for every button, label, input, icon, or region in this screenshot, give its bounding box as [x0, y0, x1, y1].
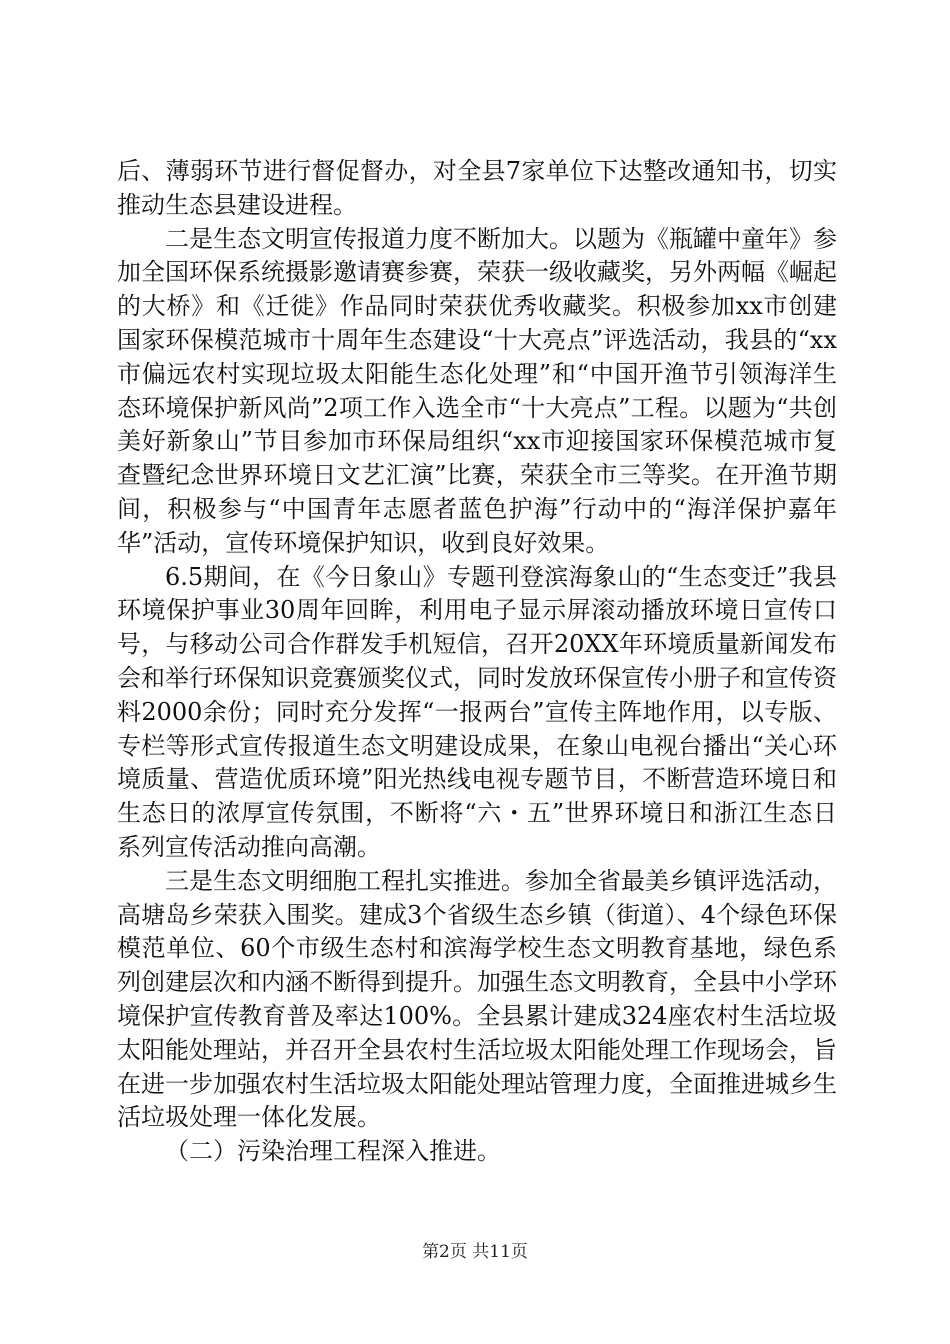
- section-heading-pollution: （二）污染治理工程深入推进。: [165, 1137, 501, 1166]
- paragraph-publicity: 二是生态文明宣传报道力度不断加大。以题为《瓶罐中童年》参加全国环保系统摄影邀请赛参赛，荣获一级收藏奖，另外两幅《崛起的大桥》和《迁徙》作品同时荣获优秀收藏奖。积极参加xx市创建国家环保模范城市十周年生态建设“十大亮点”评选活动，我县的“xx市偏远农村实现垃圾太阳能生态化处理”和“中国开渔节引领海洋生态环境保护新风尚”2项工作入选全市“十大亮点”工程。以题为“共创美好新象山”节目参加市环保局组织“xx市迎接国家环保模范城市复查暨纪念世界环境日文艺汇演”比赛，荣获全市三等奖。在开渔节期间，积极参与“中国青年志愿者蓝色护海”行动中的“海洋保护嘉年华”活动，宣传环境保护知识，收到良好效果。: [117, 224, 837, 557]
- page-number-footer: 第2页 共11页: [422, 1242, 528, 1262]
- document-body: [117, 155, 837, 1169]
- paragraph-continuation: 后、薄弱环节进行督促督办，对全县7家单位下达整改通知书，切实推动生态县建设进程。: [117, 157, 837, 219]
- paragraph-environment-day: 6.5期间，在《今日象山》专题刊登滨海象山的“生态变迁”我县环境保护事业30周年回眸，利用电子显示屏滚动播放环境日宣传口号，与移动公司合作群发手机短信，召开20XX年环境质量新闻发布会和举行环保知识竞赛颁奖仪式，同时发放环保宣传小册子和宣传资料2000余份；同时充分发挥“一报两台”宣传主阵地作用，以专版、专栏等形式宣传报道生态文明建设成果，在象山电视台播出“关心环境质量、营造优质环境”阳光热线电视专题节目，不断营造环境日和生态日的浓厚宣传氛围，不断将“六・五”世界环境日和浙江生态日系列宣传活动推向高潮。: [117, 562, 837, 861]
- paragraph-cell-project: 三是生态文明细胞工程扎实推进。参加全省最美乡镇评选活动，高塘岛乡荣获入围奖。建成3个省级生态乡镇（街道）、4个绿色环保模范单位、60个市级生态村和滨海学校生态文明教育基地，绿色系列创建层次和内涵不断得到提升。加强生态文明教育，全县中小学环境保护宣传教育普及率达100%。全县累计建成324座农村生活垃圾太阳能处理站，并召开全县农村生活垃圾太阳能处理工作现场会，旨在进一步加强农村生活垃圾太阳能处理站管理力度，全面推进城乡生活垃圾处理一体化发展。: [117, 866, 837, 1132]
